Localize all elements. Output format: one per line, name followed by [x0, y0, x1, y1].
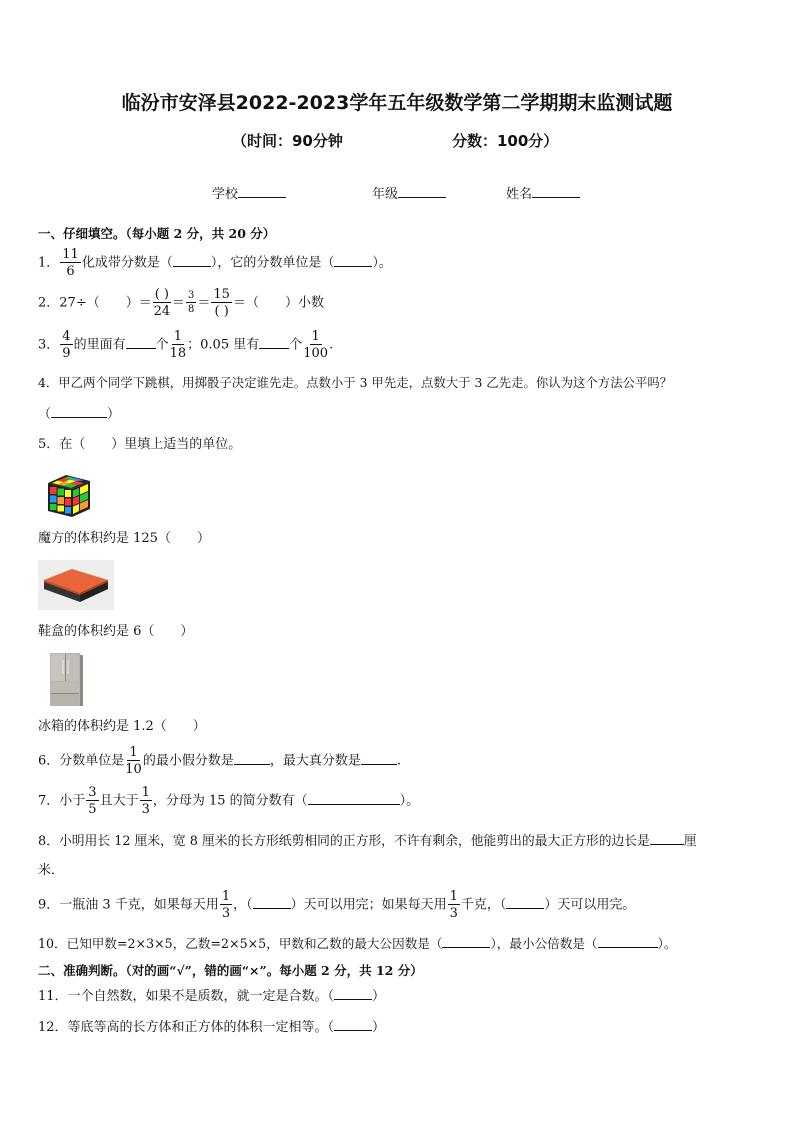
- q5-item-shoebox: 鞋盒的体积约是 6（ ）: [38, 624, 194, 639]
- name-label: 姓名: [506, 187, 533, 202]
- fraction: $\frac{1}{3}$: [141, 785, 150, 817]
- answer-blank[interactable]: [253, 896, 291, 909]
- grade-field[interactable]: [372, 183, 446, 202]
- exam-title: 临汾市安泽县2022-2023学年五年级数学第二学期期末监测试题: [121, 92, 673, 114]
- question-5: 5．在（ ）里填上适当的单位。: [38, 437, 242, 452]
- answer-blank[interactable]: [650, 832, 684, 845]
- fraction: $\frac{1}{3}$: [221, 889, 231, 921]
- question-10: 10．已知甲数=2×3×5，乙数=2×5×5，甲数和乙数的最大公因数是（ ），最小公倍数是（ ）。: [38, 936, 677, 951]
- question-number: 2．: [38, 295, 60, 311]
- grade-blank[interactable]: [398, 185, 446, 198]
- rubiks-cube-image: [44, 469, 94, 519]
- question-4: 4．甲乙两个同学下跳棋，用掷骰子决定谁先走。点数小于 3 甲先走，点数大于 3 乙先走。你认为这个方法公平吗？: [38, 375, 673, 390]
- name-field[interactable]: [506, 183, 580, 202]
- section-2-title: 二、准确判断。（对的画“√”，错的画“×”。每小题 2 分，共 12 分）: [38, 963, 423, 978]
- school-label: 学校: [212, 187, 239, 202]
- fraction: $\frac{1}{18}$: [169, 329, 187, 361]
- answer-blank[interactable]: [126, 336, 156, 349]
- answer-blank[interactable]: [442, 935, 490, 948]
- question-6: 6．分数单位是 $\frac{1}{10}$ 的最小假分数是 ，最大真分数是 .: [38, 745, 401, 777]
- q5-item-cube: 魔方的体积约是 125（ ）: [38, 531, 210, 546]
- fraction: $\frac{1}{3}$: [449, 889, 458, 921]
- answer-blank[interactable]: [361, 752, 397, 765]
- question-number: 1．: [38, 255, 60, 271]
- answer-blank[interactable]: [308, 792, 400, 805]
- exam-score: 分数：100分）: [452, 132, 559, 150]
- question-2: 2．27÷（ ）＝ $\frac{( )}{24}$ ＝ $\frac{3}{8}$ ＝ $\frac{15}{( )}$ ＝（ ）小数: [38, 287, 324, 319]
- refrigerator-image: [48, 652, 84, 708]
- grade-label: 年级: [372, 187, 399, 202]
- answer-blank[interactable]: [334, 1018, 372, 1031]
- answer-blank[interactable]: [334, 254, 372, 267]
- fraction: $\frac{3}{8}$: [188, 290, 195, 315]
- fraction: $\frac{3}{5}$: [88, 785, 97, 817]
- answer-blank[interactable]: [598, 935, 658, 948]
- answer-blank[interactable]: [334, 987, 372, 1000]
- question-1: 1． $\frac{11}{6}$ 化成带分数是（ ），它的分数单位是（ ）。: [38, 247, 392, 279]
- question-4-answer: （ ）: [38, 407, 121, 422]
- fraction: $\frac{1}{10}$: [125, 745, 142, 777]
- fraction[interactable]: $\frac{( )}{24}$: [153, 287, 171, 319]
- question-7: 7．小于 $\frac{3}{5}$ 且大于 $\frac{1}{3}$ ，分母为 15 的简分数有（ ）。: [38, 785, 420, 817]
- fraction: $\frac{1}{100}$: [303, 329, 329, 361]
- question-12: 12．等底等高的长方体和正方体的体积一定相等。（ ）: [38, 1020, 386, 1035]
- exam-time: （时间：90分钟: [232, 132, 343, 150]
- fraction[interactable]: $\frac{15}{( )}$: [213, 287, 230, 319]
- question-number: 3．: [38, 337, 60, 353]
- school-blank[interactable]: [238, 185, 286, 198]
- answer-blank[interactable]: [173, 254, 211, 267]
- question-9: 9．一瓶油 3 千克，如果每天用 $\frac{1}{3}$ ，（ ）天可以用完；如果每天用 $\frac{1}{3}$ 千克，（ ）天可以用完。: [38, 889, 636, 921]
- answer-blank[interactable]: [259, 336, 289, 349]
- answer-blank[interactable]: [234, 752, 270, 765]
- fraction: $\frac{4}{9}$: [62, 329, 71, 361]
- fraction: $\frac{11}{6}$: [62, 247, 79, 279]
- school-field[interactable]: [212, 183, 286, 202]
- answer-blank[interactable]: [506, 896, 544, 909]
- question-8: 8．小明用长 12 厘米，宽 8 厘米的长方形纸剪相同的正方形，不许有剩余，他能剪出的最大正方形的边长是 厘: [38, 834, 697, 849]
- section-1-title: 一、仔细填空。（每小题 2 分，共 20 分）: [38, 226, 276, 241]
- question-11: 11．一个自然数，如果不是质数，就一定是合数。（ ）: [38, 989, 386, 1004]
- question-8-cont: 米．: [38, 863, 65, 878]
- answer-blank[interactable]: [51, 405, 107, 418]
- shoebox-image: [38, 560, 114, 610]
- q5-item-fridge: 冰箱的体积约是 1.2（ ）: [38, 719, 206, 734]
- question-3: 3． $\frac{4}{9}$ 的里面有 个 $\frac{1}{18}$ ；0.05 里有 个 $\frac{1}{100}$ .: [38, 329, 334, 361]
- name-blank[interactable]: [532, 185, 580, 198]
